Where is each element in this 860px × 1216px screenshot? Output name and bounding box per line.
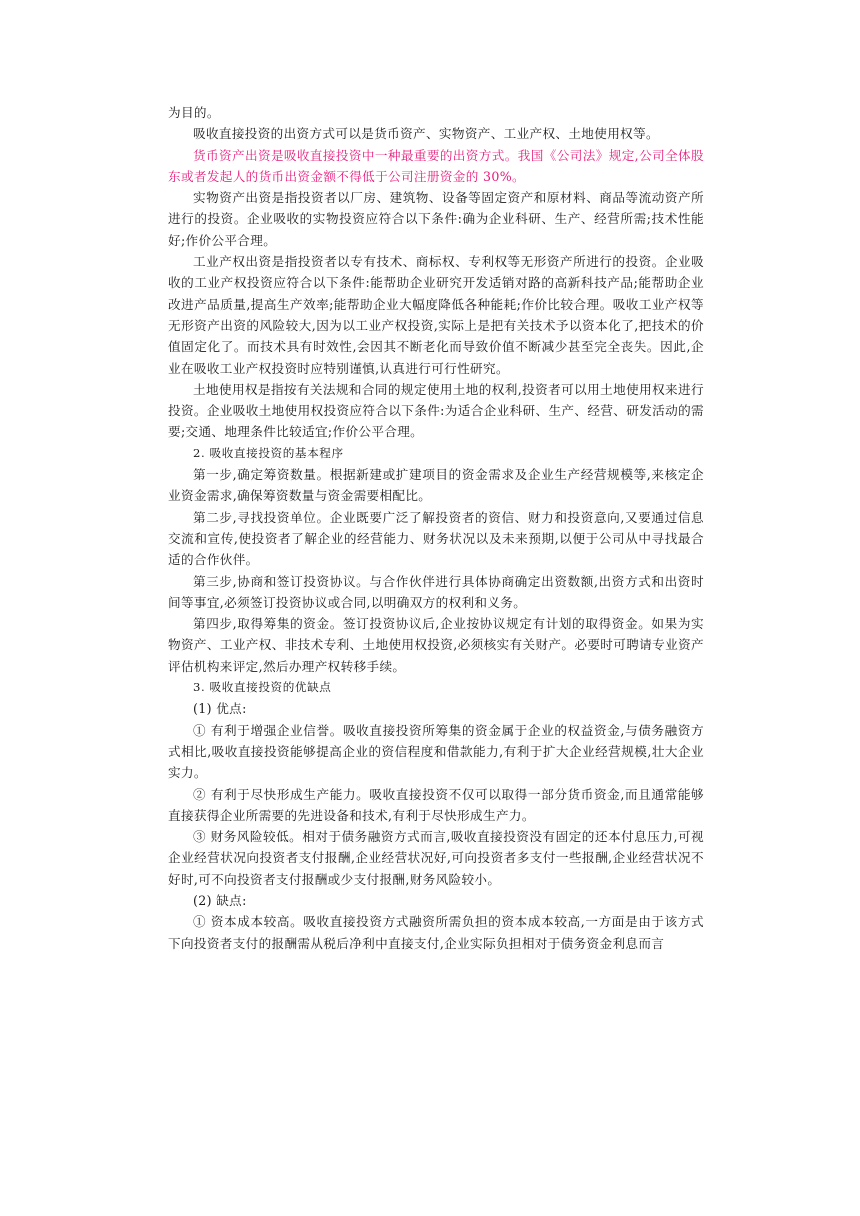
section-heading-pros-cons: 3. 吸收直接投资的优缺点 — [193, 680, 332, 695]
paragraph-step-one: 第一步,确定筹资数量。根据新建或扩建项目的资金需求及企业生产经营规模等,来核定企业资金需求,确保筹资数量与资金需要相配比。 — [168, 467, 704, 504]
paragraph-disadvantage-1: ① 资本成本较高。吸收直接投资方式融资所需负担的资本成本较高,一方面是由于该方式下向投资者支付的报酬需从税后净利中直接支付,企业实际负担相对于债务资金利息而言 — [168, 914, 704, 951]
paragraph-land-use-rights: 土地使用权是指按有关法规和合同的规定使用土地的权利,投资者可以用土地使用权来进行投资。企业吸收土地使用权投资应符合以下条件:为适合企业科研、生产、经营、研发活动的需要;交通、地理条件比较适宜;作价公平合理。 — [168, 381, 704, 440]
subheading-advantages: (1) 优点: — [193, 701, 247, 717]
paragraph-monetary-assets-highlighted: 货币资产出资是吸收直接投资中一种最重要的出资方式。我国《公司法》规定,公司全体股东或者发起人的货币出资金额不得低于公司注册资金的 30%。 — [168, 147, 704, 184]
section-heading-basic-procedure: 2. 吸收直接投资的基本程序 — [193, 445, 344, 460]
paragraph-contribution-methods: 吸收直接投资的出资方式可以是货币资产、实物资产、工业产权、土地使用权等。 — [193, 126, 659, 142]
paragraph-advantage-3: ③ 财务风险较低。相对于债务融资方式而言,吸收直接投资没有固定的还本付息压力,可视企业经营状况向投资者支付报酬,企业经营状况好,可向投资者多支付一些报酬,企业经营状况不好时,可不向投资者支付报酬或少支付报酬,财务风险较小。 — [168, 829, 704, 887]
paragraph-physical-assets: 实物资产出资是指投资者以厂房、建筑物、设备等固定资产和原材料、商品等流动资产所进行的投资。企业吸收的实物投资应符合以下条件:确为企业科研、生产、经营所需;技术性能好;作价公平合理。 — [168, 190, 704, 248]
paragraph-step-two: 第二步,寻找投资单位。企业既要广泛了解投资者的资信、财力和投资意向,又要通过信息交流和宣传,使投资者了解企业的经营能力、财务状况以及未来预期,以便于公司从中寻找最合适的合作伙伴。 — [168, 509, 704, 568]
paragraph-step-four: 第四步,取得筹集的资金。签订投资协议后,企业按协议规定有计划的取得资金。如果为实物资产、工业产权、非技术专利、土地使用权投资,必须核实有关财产。必要时可聘请专业资产评估机构来评定,然后办理产权转移手续。 — [168, 616, 704, 674]
paragraph-continuation: 为目的。 — [168, 105, 220, 120]
paragraph-advantage-1: ① 有利于增强企业信誉。吸收直接投资所筹集的资金属于企业的权益资金,与债务融资方式相比,吸收直接投资能够提高企业的资信程度和借款能力,有利于扩大企业经营规模,壮大企业实力。 — [168, 722, 704, 781]
paragraph-advantage-2: ② 有利于尽快形成生产能力。吸收直接投资不仅可以取得一部分货币资金,而且通常能够直接获得企业所需要的先进设备和技术,有利于尽快形成生产力。 — [168, 786, 704, 823]
subheading-disadvantages: (2) 缺点: — [193, 892, 247, 908]
text-column — [168, 102, 704, 954]
paragraph-industrial-property: 工业产权出资是指投资者以专有技术、商标权、专利权等无形资产所进行的投资。企业吸收的工业产权投资应符合以下条件:能帮助企业研究开发适销对路的高新科技产品;能帮助企业改进产品质量,提高生产效率;能帮助企业大幅度降低各种能耗;作价比较合理。吸收工业产权等无形资产出资的风险较大,因为以工业产权投资,实际上是把有关技术予以资本化了,把技术的价值固定化了。而技术具有时效性,会因其不断老化而导致价值不断减少甚至完全丧失。因此,企业在吸收工业产权投资时应特别谨慎,认真进行可行性研究。 — [168, 254, 704, 376]
paragraph-step-three: 第三步,协商和签订投资协议。与合作伙伴进行具体协商确定出资数额,出资方式和出资时间等事宜,必须签订投资协议或合同,以明确双方的权利和义务。 — [168, 573, 704, 610]
